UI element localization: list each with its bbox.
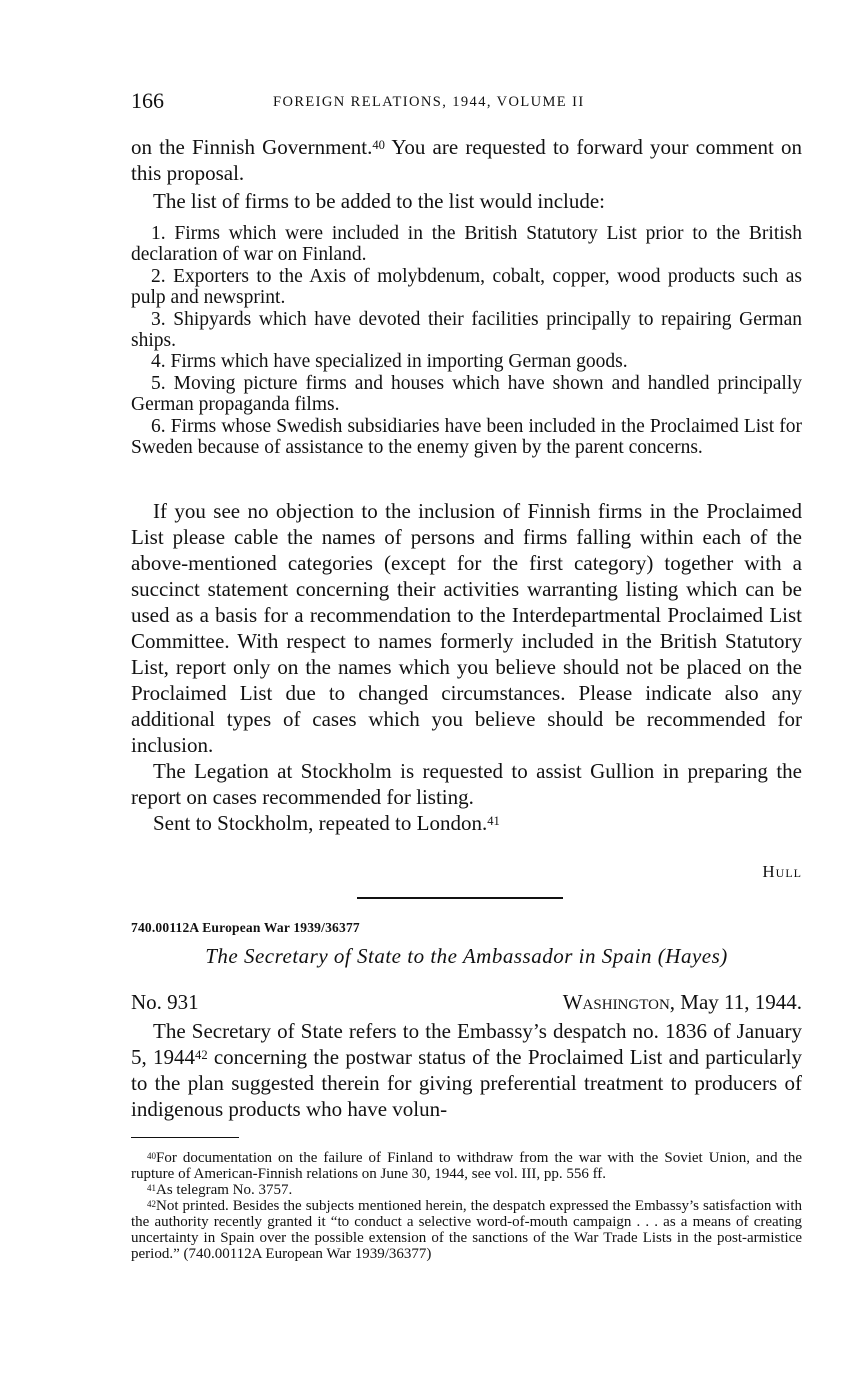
running-head: FOREIGN RELATIONS, 1944, VOLUME II bbox=[273, 94, 585, 110]
list-item: 3. Shipyards which have devoted their facilities principally to repairing German ships. bbox=[131, 308, 802, 352]
footnote-ref-41: 41 bbox=[487, 814, 500, 828]
legation-paragraph: The Legation at Stockholm is requested to assist Gullion in preparing the report on cases recommended for listing. bbox=[131, 759, 802, 809]
footnote-text: For documentation on the failure of Finland to withdraw from the war with the Soviet Union, and the rupture of American-Finnish relations on June 30, 1944, see vol. III, pp. 556 ff. bbox=[131, 1150, 802, 1182]
section-divider bbox=[357, 897, 563, 899]
footnote-ref-42: 42 bbox=[195, 1048, 208, 1062]
footnotes bbox=[131, 1150, 802, 1262]
footnote bbox=[131, 1150, 802, 1182]
footnote-text: Not printed. Besides the subjects mentioned herein, the despatch expressed the Embassy’s satisfaction with the authority recently granted it “to conduct a selective word-of-mouth campaign . . . as a means of creating uncertainty in Spain over the possible extension of the sanctions of the War Trade Lists in the post-armistice period.” (740.00112A European War 1939/36377) bbox=[131, 1198, 802, 1262]
document-title: The Secretary of State to the Ambassador in Spain (Hayes) bbox=[205, 944, 728, 968]
document-body bbox=[131, 1018, 802, 1122]
document-dateline bbox=[131, 990, 802, 1018]
intro-paragraph bbox=[131, 134, 802, 186]
footnote-rule bbox=[131, 1137, 239, 1138]
sent-to-paragraph bbox=[131, 810, 802, 836]
footnote bbox=[131, 1198, 802, 1262]
signature: Hull bbox=[762, 862, 802, 881]
list-item: 1. Firms which were included in the British Statutory List prior to the British declaration of war on Finland. bbox=[131, 223, 802, 266]
place-date bbox=[563, 990, 802, 1015]
footnote-mark: 42 bbox=[147, 1199, 156, 1209]
instruction-paragraph: If you see no objection to the inclusion of Finnish firms in the Proclaimed List please cable the names of persons and firms falling within each of the above-mentioned categories (except for the first category) together with a succinct statement concerning their activities warranting listing which can be used as a basis for a recommendation to the Interdepartmental Proclaimed List Committee. With respect to names formerly included in the British Statutory List, report only on the names which you believe should not be placed on the Proclaimed List due to changed circumstances. Please indicate also any additional types of cases which you believe should be recommended for inclusion. bbox=[131, 499, 802, 757]
sent-to-text: Sent to Stockholm, repeated to London. bbox=[153, 811, 488, 835]
intro-text-rest: You are requested to forward your comment on this proposal. bbox=[131, 135, 802, 185]
footnote-text: As telegram No. 3757. bbox=[156, 1182, 293, 1198]
intro-block bbox=[131, 134, 802, 214]
date: , May 11, 1944. bbox=[669, 990, 802, 1014]
firm-category-list bbox=[131, 223, 802, 458]
file-number: 740.00112A European War 1939/36377 bbox=[131, 920, 360, 935]
footnote-mark: 41 bbox=[147, 1183, 156, 1193]
body-block bbox=[131, 498, 802, 836]
list-item: 5. Moving picture firms and houses which have shown and handled principally German propaganda films. bbox=[131, 372, 802, 416]
page-header bbox=[131, 88, 802, 118]
list-item: 6. Firms whose Swedish subsidiaries have been included in the Proclaimed List for Sweden because of assistance to the enemy given by the parent concerns. bbox=[131, 415, 802, 459]
page-number: 166 bbox=[131, 88, 164, 113]
document-text-rest: concerning the postwar status of the Proclaimed List and particularly to the plan suggested therein for giving preferential treatment to producers of indigenous products who have volun- bbox=[131, 1045, 802, 1121]
intro-text: on the Finnish Government. bbox=[131, 135, 373, 159]
list-item: 4. Firms which have specialized in importing German goods. bbox=[151, 351, 628, 373]
footnote-mark: 40 bbox=[147, 1151, 156, 1161]
place: Washington bbox=[562, 990, 670, 1014]
despatch-number: No. 931 bbox=[131, 990, 199, 1014]
footnote-ref-40: 40 bbox=[372, 138, 385, 152]
list-intro-paragraph: The list of firms to be added to the list would include: bbox=[153, 189, 606, 213]
list-item: 2. Exporters to the Axis of molybdenum, cobalt, copper, wood products such as pulp and newsprint. bbox=[131, 265, 802, 309]
footnote bbox=[131, 1182, 802, 1198]
document-paragraph bbox=[131, 1018, 802, 1122]
document-text: The Secretary of State refers to the Embassy’s despatch no. 1836 of January 5, 1944 bbox=[131, 1019, 802, 1069]
